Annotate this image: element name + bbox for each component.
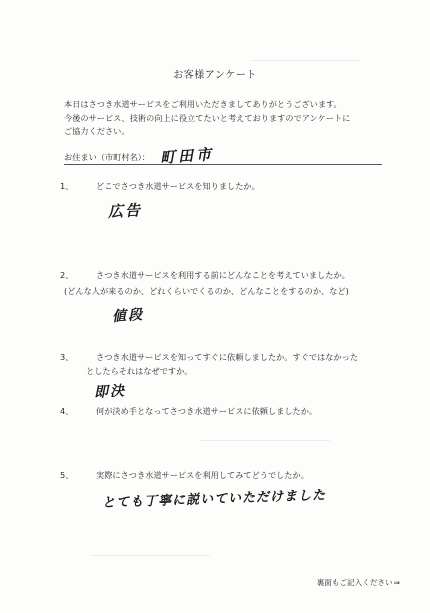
footer-note: [317, 577, 400, 588]
survey-intro: [64, 98, 384, 139]
question-text: 実際にさつき水道サービスを利用してみてどうでしたか。: [96, 470, 309, 480]
question-text: 何が決め手となってさつき水道サービスに依頼しましたか。: [96, 406, 318, 416]
question-2-handwritten-answer: 値段: [111, 306, 145, 326]
bleed-through-mark: [250, 60, 360, 61]
question-number: 2、: [60, 270, 74, 280]
bleed-through-mark: [200, 440, 330, 441]
question-number: 4、: [60, 406, 74, 416]
bleed-through-mark: [90, 555, 210, 556]
question-text: さつき水道サービスを利用する前にどんなことを考えていましたか。: [96, 270, 350, 280]
question-number: 3、: [60, 352, 74, 362]
question-3-subtext: としたらそれはなぜですか。: [86, 366, 193, 376]
intro-line: ご協力ください。: [64, 126, 130, 136]
address-label: お住まい（市町村名）：: [64, 152, 150, 162]
footer-text: 裏面もご記入ください: [316, 578, 393, 587]
intro-line: 今後のサービス、技術の向上に役立てたいと考えておりますのでアンケートに: [64, 112, 351, 123]
survey-title: お客様アンケート: [173, 70, 257, 81]
question-number: 5、: [60, 470, 74, 480]
address-handwritten-answer: 町田市: [159, 145, 215, 167]
question-text: どこでさつき水道サービスを知りましたか。: [96, 181, 260, 191]
address-field-row: [64, 150, 382, 165]
question-1-handwritten-answer: 広告: [107, 201, 143, 221]
question-number: 1、: [60, 181, 74, 191]
arrow-right-icon: ⇒: [393, 578, 400, 587]
question-3-handwritten-answer: 即決: [93, 383, 127, 401]
question-5-handwritten-answer: とても丁寧に説いていただけました: [101, 488, 327, 511]
question-2-subtext: (どんな人が来るのか、どれくらいでくるのか、どんなことをするのか、など): [64, 286, 349, 296]
intro-line: 本日はさつき水道サービスをご利用いただきましてありがとうございます。: [64, 99, 342, 109]
question-text: さつき水道サービスを知ってすぐに依頼しましたか。すぐではなかった: [96, 352, 359, 362]
